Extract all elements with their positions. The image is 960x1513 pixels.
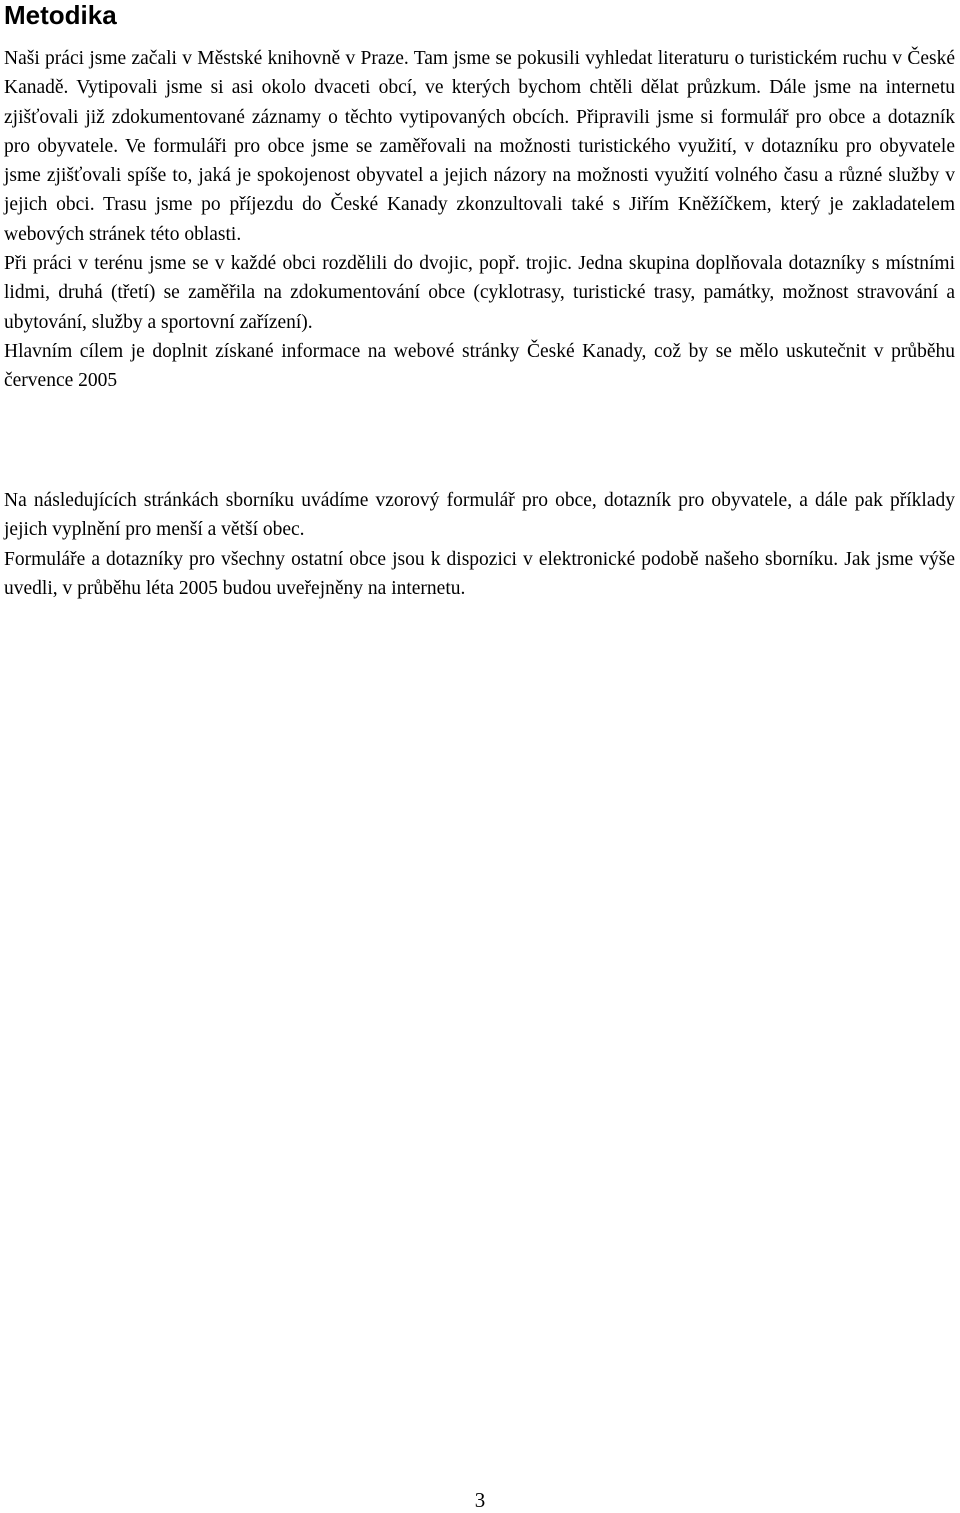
section-heading: Metodika [4,0,117,30]
paragraph-forms-availability: Formuláře a dotazníky pro všechny ostatní obce jsou k dispozici v elektronické podobě našeho sborníku. Jak jsme výše uvedli, v průběhu léta 2005 budou uveřejněny na internetu. [4,548,955,599]
forms-text-block [4,486,955,603]
page-number: 3 [474,1488,486,1512]
paragraph-following-pages: Na následujících stránkách sborníku uvádíme vzorový formulář pro obce, dotazník pro obyvatele, a dále pak příklady jejich vyplnění pro menší a větší obec. [4,490,955,541]
paragraph-fieldwork: Při práci v terénu jsme se v každé obci rozdělili do dvojic, popř. trojic. Jedna skupina doplňovala dotazníky s místními lidmi, druhá (třetí) se zaměřila na zdokumentování obce (cyklotrasy, turistické trasy, památky, možnost stravování a ubytování, služby a sportovní zařízení). [4,253,955,333]
methodology-text-block [4,44,955,396]
paragraph-main-goal: Hlavním cílem je doplnit získané informace na webové stránky České Kanady, což by se mělo uskutečnit v průběhu července 2005 [4,340,955,392]
paragraph-research-intro: Naši práci jsme začali v Městské knihovně v Praze. Tam jsme se pokusili vyhledat literaturu o turistickém ruchu v České Kanadě. Vytipovali jsme si asi okolo dvaceti obcí, ve kterých bychom chtěli dělat průzkum. Dále jsme na internetu zjišťovali již zdokumentované záznamy o těchto vytipovaných obcích. Připravili jsme si formulář pro obce a dotazník pro obyvatele. Ve formuláři pro obce jsme se zaměřovali na možnosti turistického využití, v dotazníku pro obyvatele jsme zjišťovali spíše to, jaká je spokojenost obyvatel a jejich názory na možnosti využití volného času a různé služby v jejich obci. Trasu jsme po příjezdu do České Kanady zkonzultovali také s Jiřím Kněžíčkem, který je zakladatelem webových stránek této oblasti. [4,48,955,245]
